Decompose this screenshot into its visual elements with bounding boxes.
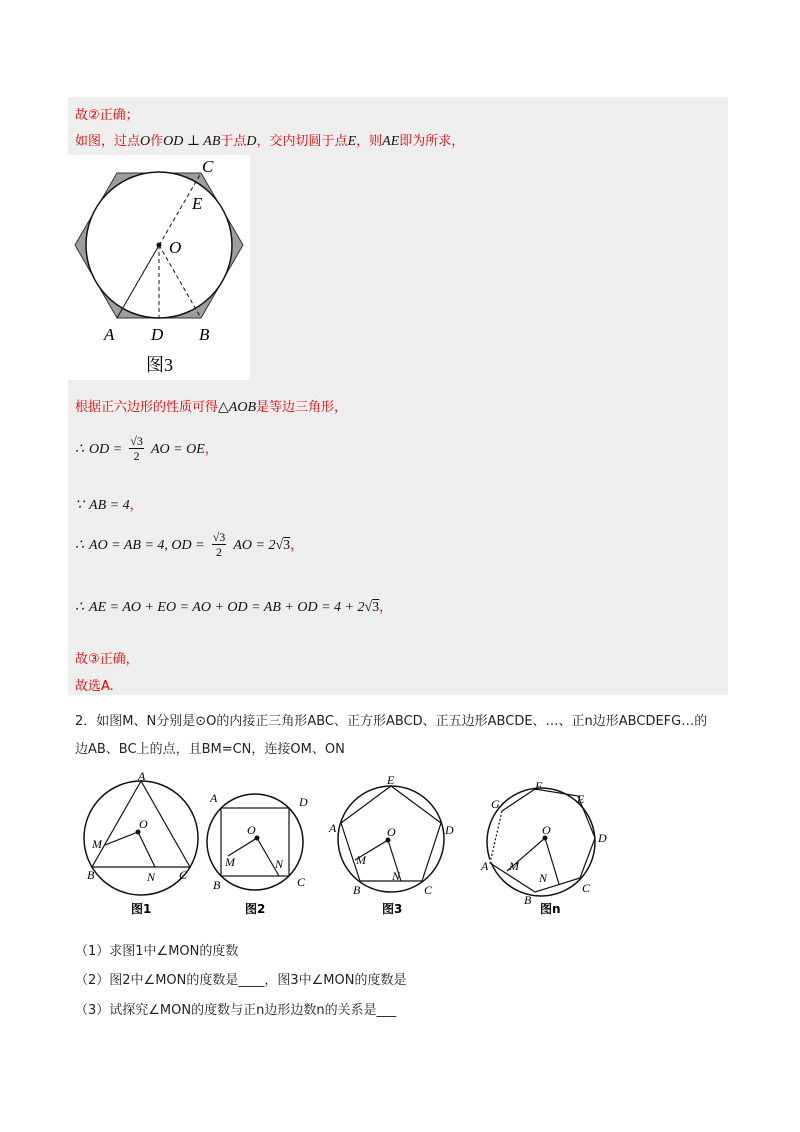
- svg-text:B: B: [213, 878, 221, 892]
- svg-text:O: O: [542, 823, 551, 837]
- svg-text:B: B: [87, 868, 95, 882]
- svg-text:N: N: [275, 857, 284, 871]
- svg-text:C: C: [179, 868, 188, 882]
- svg-text:E: E: [387, 773, 395, 787]
- svg-text:D: D: [299, 795, 308, 809]
- svg-text:G: G: [491, 797, 500, 811]
- svg-text:C: C: [297, 875, 306, 889]
- figure-caption: 图3: [146, 355, 173, 375]
- svg-text:F: F: [535, 779, 543, 793]
- figure-1: [84, 769, 198, 916]
- svg-text:D: D: [598, 831, 607, 845]
- solution-line-5: 故选A.: [75, 679, 114, 694]
- svg-text:O: O: [387, 825, 396, 839]
- equation-4: ∴ AE = AO + EO = AO + OD = AB + OD = 4 + 2√3，: [75, 600, 393, 615]
- question-figures: [75, 768, 635, 918]
- sub-question-1: （1）求图1中∠MON的度数: [75, 944, 239, 959]
- figure-n: [480, 779, 607, 916]
- solution-line-2: 如图，过点O作OD ⊥ AB于点D，交内切圆于点E，则AE即为所求，: [75, 134, 465, 149]
- label-O: O: [169, 238, 182, 257]
- equation-1: ∴ OD = $\frac{√3}{2}$ AO = OE，: [75, 434, 218, 463]
- sub-question-2: （2）图2中∠MON的度数是____，图3中∠MON的度数是: [75, 973, 407, 988]
- figure-n-caption: 图n: [540, 902, 561, 916]
- solution-line-3: 根据正六边形的性质可得△AOB是等边三角形，: [75, 400, 348, 415]
- svg-text:N: N: [147, 870, 156, 884]
- svg-text:C: C: [582, 881, 591, 895]
- svg-text:M: M: [92, 837, 102, 851]
- solution-line-1: 故②正确；: [75, 108, 139, 123]
- figure-2-caption: 图2: [245, 902, 266, 916]
- figure-2: [207, 791, 308, 916]
- svg-text:O: O: [139, 817, 148, 831]
- equation-2: ∵ AB = 4，: [75, 498, 143, 513]
- figure-3-caption: 图3: [382, 902, 403, 916]
- sub-question-3: （3）试探究∠MON的度数与正n边形边数n的关系是___: [75, 1003, 397, 1018]
- question-line-1: 2．如图M、N分别是⊙O的内接正三角形ABC、正方形ABCD、正五边形ABCDE、…、正n边形ABCDEFG…的: [75, 714, 708, 729]
- label-E: E: [192, 194, 203, 213]
- label-D: D: [151, 325, 164, 344]
- svg-text:N: N: [392, 869, 401, 883]
- svg-text:M: M: [225, 855, 235, 869]
- hexagon-diagram: [68, 155, 250, 380]
- svg-text:A: A: [329, 821, 337, 835]
- question-line-2: 边AB、BC上的点，且BM=CN，连接OM、ON: [75, 742, 345, 757]
- figure-3: [328, 773, 454, 916]
- svg-text:A: A: [210, 791, 218, 805]
- svg-text:C: C: [424, 883, 433, 897]
- svg-text:B: B: [524, 893, 532, 907]
- label-C: C: [202, 157, 214, 176]
- equation-3: ∴ AO = AB = 4, OD = $\frac{√3}{2}$ AO = 2√3，: [75, 530, 304, 559]
- label-B: B: [199, 325, 210, 344]
- figure-1-caption: 图1: [131, 902, 152, 916]
- hexagon-figure: [68, 155, 250, 380]
- solution-line-4: 故③正确，: [75, 652, 139, 667]
- svg-text:M: M: [356, 853, 366, 867]
- svg-text:D: D: [445, 823, 454, 837]
- svg-text:N: N: [539, 871, 548, 885]
- svg-text:E: E: [577, 792, 585, 806]
- svg-text:B: B: [353, 883, 361, 897]
- svg-text:A: A: [138, 769, 146, 783]
- svg-text:A: A: [481, 859, 489, 873]
- label-A: A: [104, 325, 115, 344]
- polygon-diagrams: [75, 768, 635, 918]
- svg-text:O: O: [247, 823, 256, 837]
- svg-text:M: M: [509, 859, 519, 873]
